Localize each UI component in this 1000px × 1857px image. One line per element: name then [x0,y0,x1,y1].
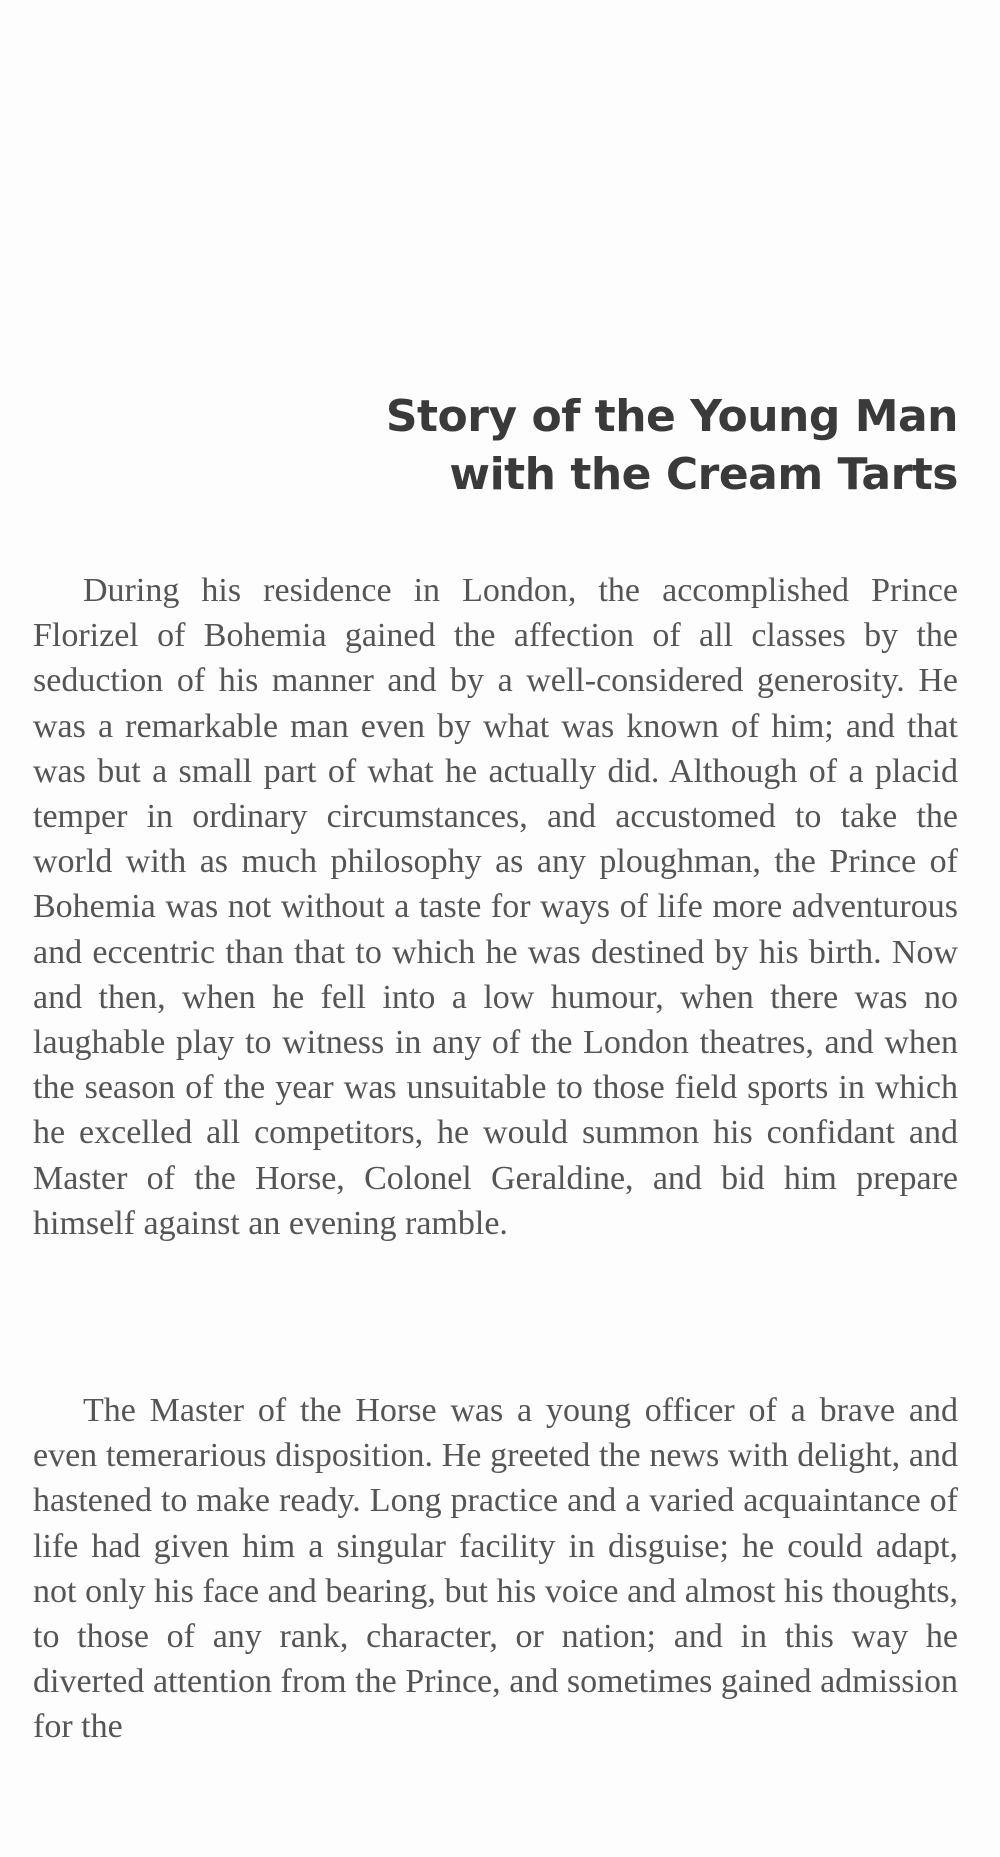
body-paragraph-2: The Master of the Horse was a young officer of a brave and even temerarious disposition. He greeted the news with delight, and hastened to make ready. Long practice and a varied acquaintance of life had given him a singular facility in disguise; he could adapt, not only his face and bearing, but his voice and almost his thoughts, to those of any rank, character, or nation; and in this way he diverted attention from the Prince, and sometimes gained admission for the [33,1392,958,1746]
body-paragraph-1: During his residence in London, the accomplished Prince Florizel of Bohemia gained the affection of all classes by the seduction of his manner and by a well-considered generosity. He was a remarkable man even by what was known of him; and that was but a small part of what he actually did. Although of a placid temper in ordinary circumstances, and accustomed to take the world with as much philosophy as any ploughman, the Prince of Bohemia was not without a taste for ways of life more adventurous and eccentric than that to which he was destined by his birth. Now and then, when he fell into a low humour, when there was no laughable play to witness in any of the London theatres, and when the season of the year was unsuitable to those field sports in which he excelled all competitors, he would summon his confidant and Master of the Horse, Colonel Geraldine, and bid him prepare himself against an evening ramble. [33,572,958,1242]
chapter-title-line-2: with the Cream Tarts [449,449,958,500]
chapter-title-line-1: Story of the Young Man [385,391,958,442]
chapter-title [200,388,958,504]
